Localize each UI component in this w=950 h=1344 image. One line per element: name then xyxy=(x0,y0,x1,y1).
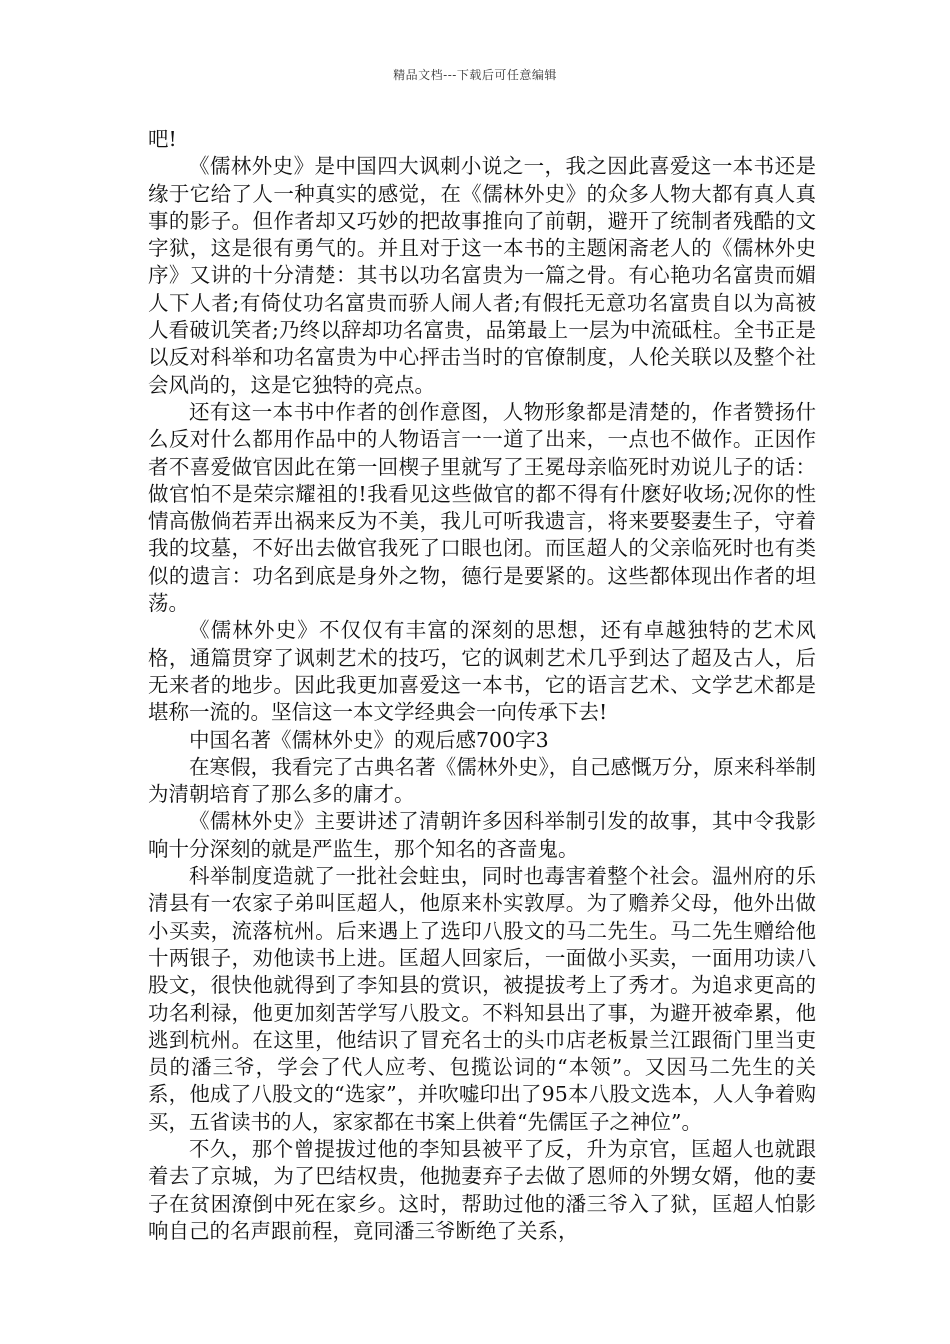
document-body xyxy=(148,126,816,1245)
paragraph: 还有这一本书中作者的创作意图，人物形象都是清楚的，作者赞扬什么反对什么都用作品中的人物语言一一道了出来，一点也不做作。正因作者不喜爱做官因此在第一回楔子里就写了王冕母亲临死时劝说儿子的话：做官怕不是荣宗耀祖的!我看见这些做官的都不得有什麽好收场;况你的性情高傲倘若弄出祸来反为不美，我儿可听我遗言，将来要娶妻生子，守着我的坟墓，不好出去做官我死了口眼也闭。而匡超人的父亲临死时也有类似的遗言：功名到底是身外之物，德行是要紧的。这些都体现出作者的坦荡。 xyxy=(148,399,816,616)
paragraph: 《儒林外史》是中国四大讽刺小说之一，我之因此喜爱这一本书还是缘于它给了人一种真实的感觉，在《儒林外史》的众多人物大都有真人真事的影子。但作者却又巧妙的把故事推向了前朝，避开了统制者残酷的文字狱，这是很有勇气的。并且对于这一本书的主题闲斋老人的《儒林外史序》又讲的十分清楚：其书以功名富贵为一篇之骨。有心艳功名富贵而媚人下人者;有倚仗功名富贵而骄人闹人者;有假托无意功名富贵自以为高被人看破讥笑者;乃终以辞却功名富贵，品第最上一层为中流砥柱。全书正是以反对科举和功名富贵为中心抨击当时的官僚制度，人伦关联以及整个社会风尚的，这是它独特的亮点。 xyxy=(148,154,816,397)
paragraph: 在寒假，我看完了古典名著《儒林外史》，自己感慨万分，原来科举制为清朝培育了那么多的庸才。 xyxy=(148,754,816,807)
paragraph: 吧! xyxy=(148,127,177,151)
paragraph: 《儒林外史》主要讲述了清朝许多因科举制引发的故事，其中令我影响十分深刻的就是严监生，那个知名的吝啬鬼。 xyxy=(148,809,816,861)
paragraph: 科举制度造就了一批社会蛀虫，同时也毒害着整个社会。温州府的乐清县有一农家子弟叫匡超人，他原来朴实敦厚。为了赡养父母，他外出做小买卖，流落杭州。后来遇上了选印八股文的马二先生。马二先生赠给他十两银子，劝他读书上进。匡超人回家后，一面做小买卖，一面用功读八股文，很快他就得到了李知县的赏识，被提拔考上了秀才。为追求更高的功名利禄，他更加刻苦学写八股文。不料知县出了事，为避开被牵累，他逃到杭州。在这里，他结识了冒充名士的头巾店老板景兰江跟衙门里当吏员的潘三爷，学会了代人应考、包揽讼词的“本领”。又因马二先生的关系，他成了八股文的“选家”，并吹嘘印出了95本八股文选本，人人争着购买，五省读书的人，家家都在书案上供着“先儒匡子之神位”。 xyxy=(148,864,816,1134)
page-header: 精品文档---下载后可任意编辑 xyxy=(393,68,557,82)
section-heading: 中国名著《儒林外史》的观后感700字3 xyxy=(189,727,549,752)
paragraph: 不久，那个曾提拔过他的李知县被平了反，升为京官，匡超人也就跟着去了京城，为了巴结权贵，他抛妻弃子去做了恩师的外甥女婿，他的妻子在贫困潦倒中死在家乡。这时，帮助过他的潘三爷入了狱，匡超人怕影响自己的名声跟前程，竟同潘三爷断绝了关系， xyxy=(148,1136,816,1243)
paragraph: 《儒林外史》不仅仅有丰富的深刻的思想，还有卓越独特的艺术风格，通篇贯穿了讽刺艺术的技巧，它的讽刺艺术几乎到达了超及古人，后无来者的地步。因此我更加喜爱这一本书，它的语言艺术、文学艺术都是堪称一流的。坚信这一本文学经典会一向传承下去! xyxy=(148,618,816,725)
